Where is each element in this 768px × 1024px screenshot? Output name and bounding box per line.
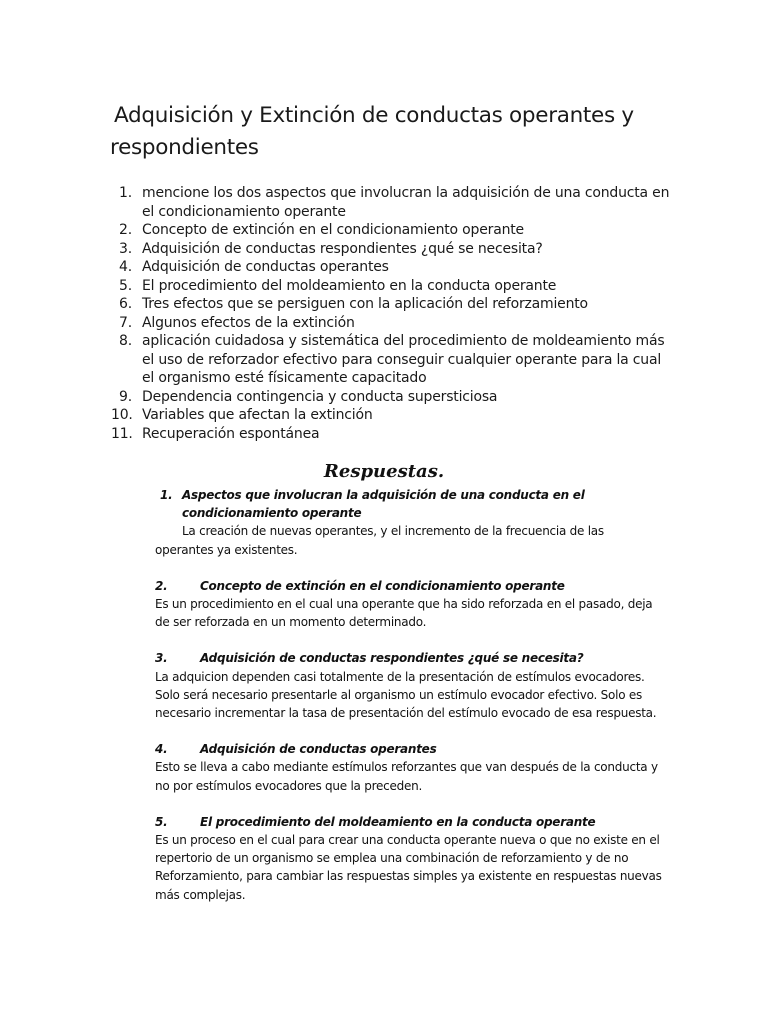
- answer-question-text: Adquisición de conductas operantes: [200, 742, 437, 757]
- question-number: 3.: [119, 240, 132, 257]
- question-number: 1.: [119, 185, 132, 201]
- question-item: [110, 388, 670, 407]
- answer-text: Esto se lleva a cabo mediante estímulos reforzantes que van después de la conducta y no por estímulos evocadores que la preceden.: [155, 760, 658, 793]
- answer-question-text: Concepto de extinción en el condicionamiento operante: [200, 578, 565, 593]
- answer-question: [155, 740, 665, 758]
- answer-number: 1.: [160, 488, 173, 502]
- question-item: [110, 221, 670, 240]
- answers-heading: Respuestas.: [323, 461, 445, 482]
- answer-text: Es un proceso en el cual para crear una conducta operante nueva o que no existe en el repertorio de un organismo se emplea una combinación de reforzamiento y de no Reforzamiento, para cambiar las respuestas simples ya existente en respuestas nuevas más complejas.: [155, 833, 662, 902]
- answer-question: [155, 649, 665, 667]
- question-number: 4.: [119, 259, 132, 275]
- answer-number: 5.: [155, 814, 168, 829]
- answer-question: [155, 813, 665, 831]
- question-text: Recuperación espontánea: [142, 425, 320, 442]
- answer-text: La creación de nuevas operantes, y el incremento de la frecuencia de las operantes ya existentes.: [155, 524, 604, 557]
- question-text: Dependencia contingencia y conducta supersticiosa: [142, 388, 498, 405]
- answer-question-text: Adquisición de conductas respondientes ¿qué se necesita?: [200, 651, 584, 666]
- answer-block: [155, 577, 665, 632]
- question-item: [110, 425, 670, 444]
- question-text: Variables que afectan la extinción: [142, 407, 373, 423]
- answer-text: Es un procedimiento en el cual una operante que ha sido reforzada en el pasado, deja de ser reforzada en un momento determinado.: [155, 597, 653, 630]
- answer-block: [155, 649, 665, 722]
- question-number: 7.: [119, 314, 132, 331]
- question-text: Concepto de extinción en el condicionamiento operante: [142, 222, 524, 238]
- question-item: [110, 406, 670, 425]
- question-number: 11.: [111, 425, 133, 442]
- answer-question-text: El procedimiento del moldeamiento en la conducta operante: [200, 814, 596, 829]
- answer-number: 3.: [155, 651, 168, 666]
- question-item: [110, 240, 670, 259]
- question-text: El procedimiento del moldeamiento en la conducta operante: [142, 277, 557, 294]
- question-item: [110, 295, 670, 314]
- question-item: [110, 314, 670, 333]
- question-text: mencione los dos aspectos que involucran la adquisición de una conducta en el condicionamiento operante: [142, 185, 670, 220]
- question-item: [110, 277, 670, 296]
- title-line-1: Adquisición y Extinción de conductas operantes y: [114, 103, 634, 129]
- title-line-2: respondientes: [110, 135, 259, 161]
- document-title: [110, 100, 670, 164]
- question-number: 10.: [111, 407, 133, 423]
- answer-number: 2.: [155, 578, 168, 593]
- question-number: 6.: [119, 296, 132, 312]
- question-text: aplicación cuidadosa y sistemática del procedimiento de moldeamiento más el uso de reforzador efectivo para conseguir cualquier operante para la cual el organismo esté físicamente capacitado: [142, 333, 665, 386]
- answer-text: La adquicion dependen casi totalmente de la presentación de estímulos evocadores. Solo será necesario presentarle al organismo un estímulo evocador efectivo. Solo es necesario incrementar la tasa de presentación del estímulo evocado de esa respuesta.: [155, 669, 657, 721]
- question-text: Tres efectos que se persiguen con la aplicación del reforzamiento: [142, 296, 588, 312]
- answer-block: [155, 740, 665, 795]
- answer-question: [155, 577, 665, 595]
- question-number: 8.: [119, 333, 132, 349]
- answer-question: [155, 486, 665, 522]
- answer-number: 4.: [155, 742, 168, 757]
- answer-question-text: Aspectos que involucran la adquisición de una conducta en el condicionamiento operante: [182, 488, 585, 521]
- question-item: [110, 332, 670, 388]
- question-number: 5.: [119, 277, 132, 294]
- answer-block: [155, 813, 665, 904]
- question-text: Algunos efectos de la extinción: [142, 314, 355, 331]
- answer-block: [155, 486, 665, 559]
- question-text: Adquisición de conductas operantes: [142, 259, 389, 275]
- answers-section: [155, 486, 665, 904]
- question-text: Adquisición de conductas respondientes ¿qué se necesita?: [142, 240, 543, 257]
- question-number: 9.: [119, 388, 132, 405]
- question-list: [110, 184, 670, 443]
- question-item: [110, 184, 670, 221]
- question-item: [110, 258, 670, 277]
- question-number: 2.: [119, 222, 132, 238]
